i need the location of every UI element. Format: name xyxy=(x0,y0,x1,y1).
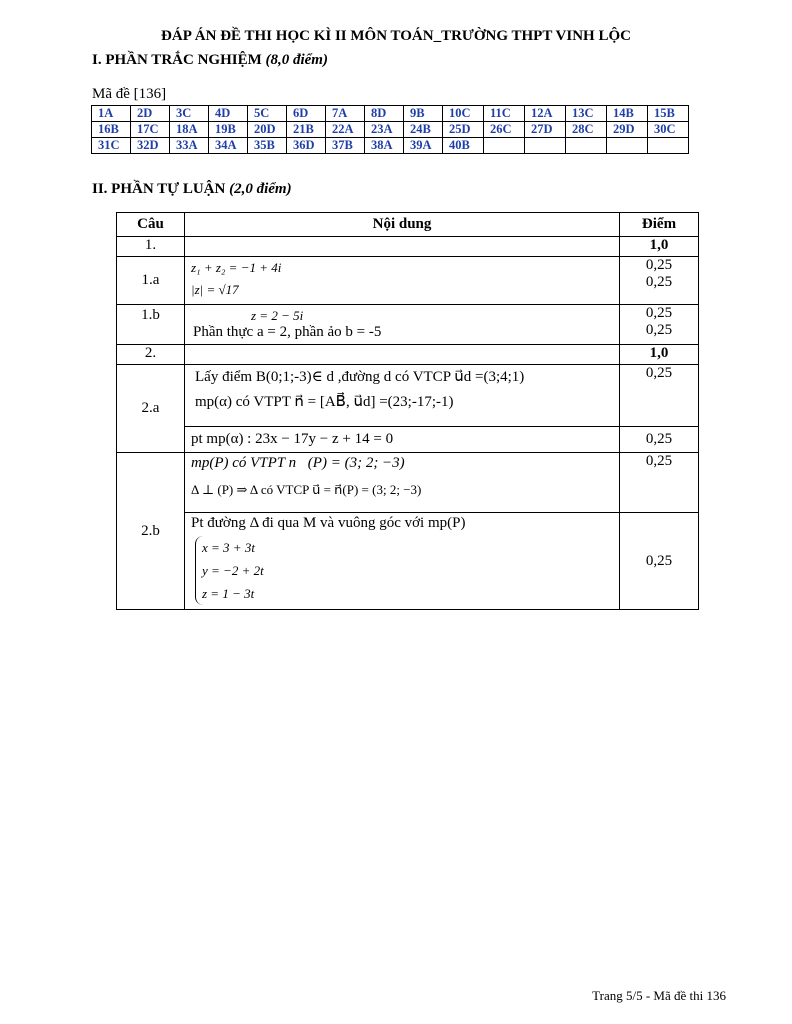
row-2b-line2: Δ ⊥ (P) ⇒ Δ có VTCP u⃗ = n⃗(P) = (3; 2; −3) xyxy=(191,482,422,497)
row-1a-line2: |z| = √17 xyxy=(191,282,239,297)
row-2a-content-1 xyxy=(185,365,620,427)
answer-cell: 29D xyxy=(607,122,648,138)
answer-cell: 28C xyxy=(566,122,607,138)
row-1b-content xyxy=(185,305,620,345)
answer-cell: 40B xyxy=(443,138,484,154)
row-2b-line1: mp(P) có VTPT n⃗(P) = (3; 2; −3) xyxy=(191,455,405,471)
answer-row xyxy=(92,106,689,122)
row-1a xyxy=(117,257,699,305)
essay-answer-table xyxy=(116,212,699,610)
answer-cell: 4D xyxy=(209,106,248,122)
answer-cell: 26C xyxy=(484,122,525,138)
header-cau: Câu xyxy=(117,213,185,237)
answer-cell: 22A xyxy=(326,122,365,138)
section-2-points: (2,0 điểm) xyxy=(229,181,292,197)
exam-code: Mã đề [136] xyxy=(92,86,167,102)
row-1 xyxy=(117,237,699,257)
section-1-points: (8,0 điểm) xyxy=(265,52,328,68)
answer-cell: 10C xyxy=(443,106,484,122)
row-1a-content xyxy=(185,257,620,305)
answer-cell: 38A xyxy=(365,138,404,154)
row-2a-line1: Lấy điểm B(0;1;-3)∈ d ,đường d có VTCP u⃗d =(3;4;1) xyxy=(195,369,525,385)
row-1-cau: 1. xyxy=(117,237,185,257)
answer-cell: 1A xyxy=(92,106,131,122)
answer-row xyxy=(92,122,689,138)
section-2-heading xyxy=(92,181,292,198)
row-1-diem: 1,0 xyxy=(620,237,699,257)
row-1b-line2: Phần thực a = 2, phần ảo b = -5 xyxy=(193,324,382,340)
row-1a-diem-1: 0,25 xyxy=(645,257,673,273)
answer-cell: 12A xyxy=(525,106,566,122)
row-2a-part1 xyxy=(117,365,699,427)
row-2b-line3: Pt đường Δ đi qua M và vuông góc với mp(P) xyxy=(191,515,466,531)
row-2-diem: 1,0 xyxy=(620,345,699,365)
row-2b-content-1 xyxy=(185,453,620,513)
header-noidung: Nội dung xyxy=(185,213,620,237)
row-1b-cau: 1.b xyxy=(117,305,185,345)
row-2b-part2 xyxy=(117,513,699,610)
answer-cell: 33A xyxy=(170,138,209,154)
answer-cell: 9B xyxy=(404,106,443,122)
row-2-cau: 2. xyxy=(117,345,185,365)
system-eq-y: y = −2 + 2t xyxy=(202,563,264,578)
row-2a-diem-1: 0,25 xyxy=(620,365,699,427)
section-2-label: II. PHẦN TỰ LUẬN xyxy=(92,181,226,197)
row-1b-diem xyxy=(620,305,699,345)
row-2a-diem-2: 0,25 xyxy=(620,427,699,453)
answer-cell: 36D xyxy=(287,138,326,154)
answer-cell: 27D xyxy=(525,122,566,138)
answer-cell: 16B xyxy=(92,122,131,138)
header-diem: Điểm xyxy=(620,213,699,237)
row-2a-part2 xyxy=(117,427,699,453)
row-1-content xyxy=(185,237,620,257)
answer-cell: 5C xyxy=(248,106,287,122)
row-2a-line3: pt mp(α) : 23x − 17y − z + 14 = 0 xyxy=(191,431,394,447)
row-2-content xyxy=(185,345,620,365)
answer-cell: 32D xyxy=(131,138,170,154)
row-1a-diem-2: 0,25 xyxy=(645,274,673,290)
answer-cell: 8D xyxy=(365,106,404,122)
row-2a-cau: 2.a xyxy=(117,365,185,453)
answer-cell: 21B xyxy=(287,122,326,138)
answer-cell: 15B xyxy=(648,106,689,122)
row-1b xyxy=(117,305,699,345)
system-eq-z: z = 1 − 3t xyxy=(202,586,255,601)
row-2b-diem-1: 0,25 xyxy=(620,453,699,513)
answer-cell: 37B xyxy=(326,138,365,154)
answer-cell xyxy=(566,138,607,154)
answer-cell: 7A xyxy=(326,106,365,122)
answer-cell: 20D xyxy=(248,122,287,138)
answer-cell xyxy=(607,138,648,154)
system-eq-x: x = 3 + 3t xyxy=(202,540,255,555)
document-title: ĐÁP ÁN ĐỀ THI HỌC KÌ II MÔN TOÁN_TRƯỜNG THPT VINH LỘC xyxy=(161,28,631,44)
page-footer: Trang 5/5 - Mã đề thi 136 xyxy=(592,988,726,1003)
row-1a-cau: 1.a xyxy=(117,257,185,305)
answer-cell: 30C xyxy=(648,122,689,138)
section-1-heading xyxy=(92,52,328,69)
section-1-label: I. PHẦN TRẮC NGHIỆM xyxy=(92,52,262,68)
row-2b-content-2 xyxy=(185,513,620,610)
answer-cell: 34A xyxy=(209,138,248,154)
row-1b-line1: z = 2 − 5i xyxy=(251,308,304,323)
row-2 xyxy=(117,345,699,365)
row-2a-content-2 xyxy=(185,427,620,453)
row-1a-diem xyxy=(620,257,699,305)
answer-cell: 24B xyxy=(404,122,443,138)
row-2b-part1 xyxy=(117,453,699,513)
table-header-row xyxy=(117,213,699,237)
parametric-system xyxy=(195,536,264,605)
answer-cell: 25D xyxy=(443,122,484,138)
answer-cell xyxy=(484,138,525,154)
answer-cell: 17C xyxy=(131,122,170,138)
answer-cell xyxy=(525,138,566,154)
row-1b-diem-2: 0,25 xyxy=(645,322,673,338)
answer-cell: 13C xyxy=(566,106,607,122)
answer-cell: 6D xyxy=(287,106,326,122)
answer-row xyxy=(92,138,689,154)
answer-cell: 31C xyxy=(92,138,131,154)
answer-cell: 19B xyxy=(209,122,248,138)
answer-key-table xyxy=(91,105,689,154)
answer-cell: 23A xyxy=(365,122,404,138)
row-2b-diem-2: 0,25 xyxy=(620,513,699,610)
row-1b-diem-1: 0,25 xyxy=(645,305,673,321)
row-2b-cau: 2.b xyxy=(117,453,185,610)
row-1a-line1: z₁ + z₂ = −1 + 4i xyxy=(191,260,282,275)
answer-cell: 11C xyxy=(484,106,525,122)
answer-cell: 35B xyxy=(248,138,287,154)
answer-cell: 39A xyxy=(404,138,443,154)
answer-cell xyxy=(648,138,689,154)
answer-cell: 2D xyxy=(131,106,170,122)
row-2a-line2: mp(α) có VTPT n⃗ = [AB⃗, u⃗d] =(23;-17;-1) xyxy=(195,394,454,410)
answer-cell: 14B xyxy=(607,106,648,122)
answer-cell: 3C xyxy=(170,106,209,122)
answer-cell: 18A xyxy=(170,122,209,138)
